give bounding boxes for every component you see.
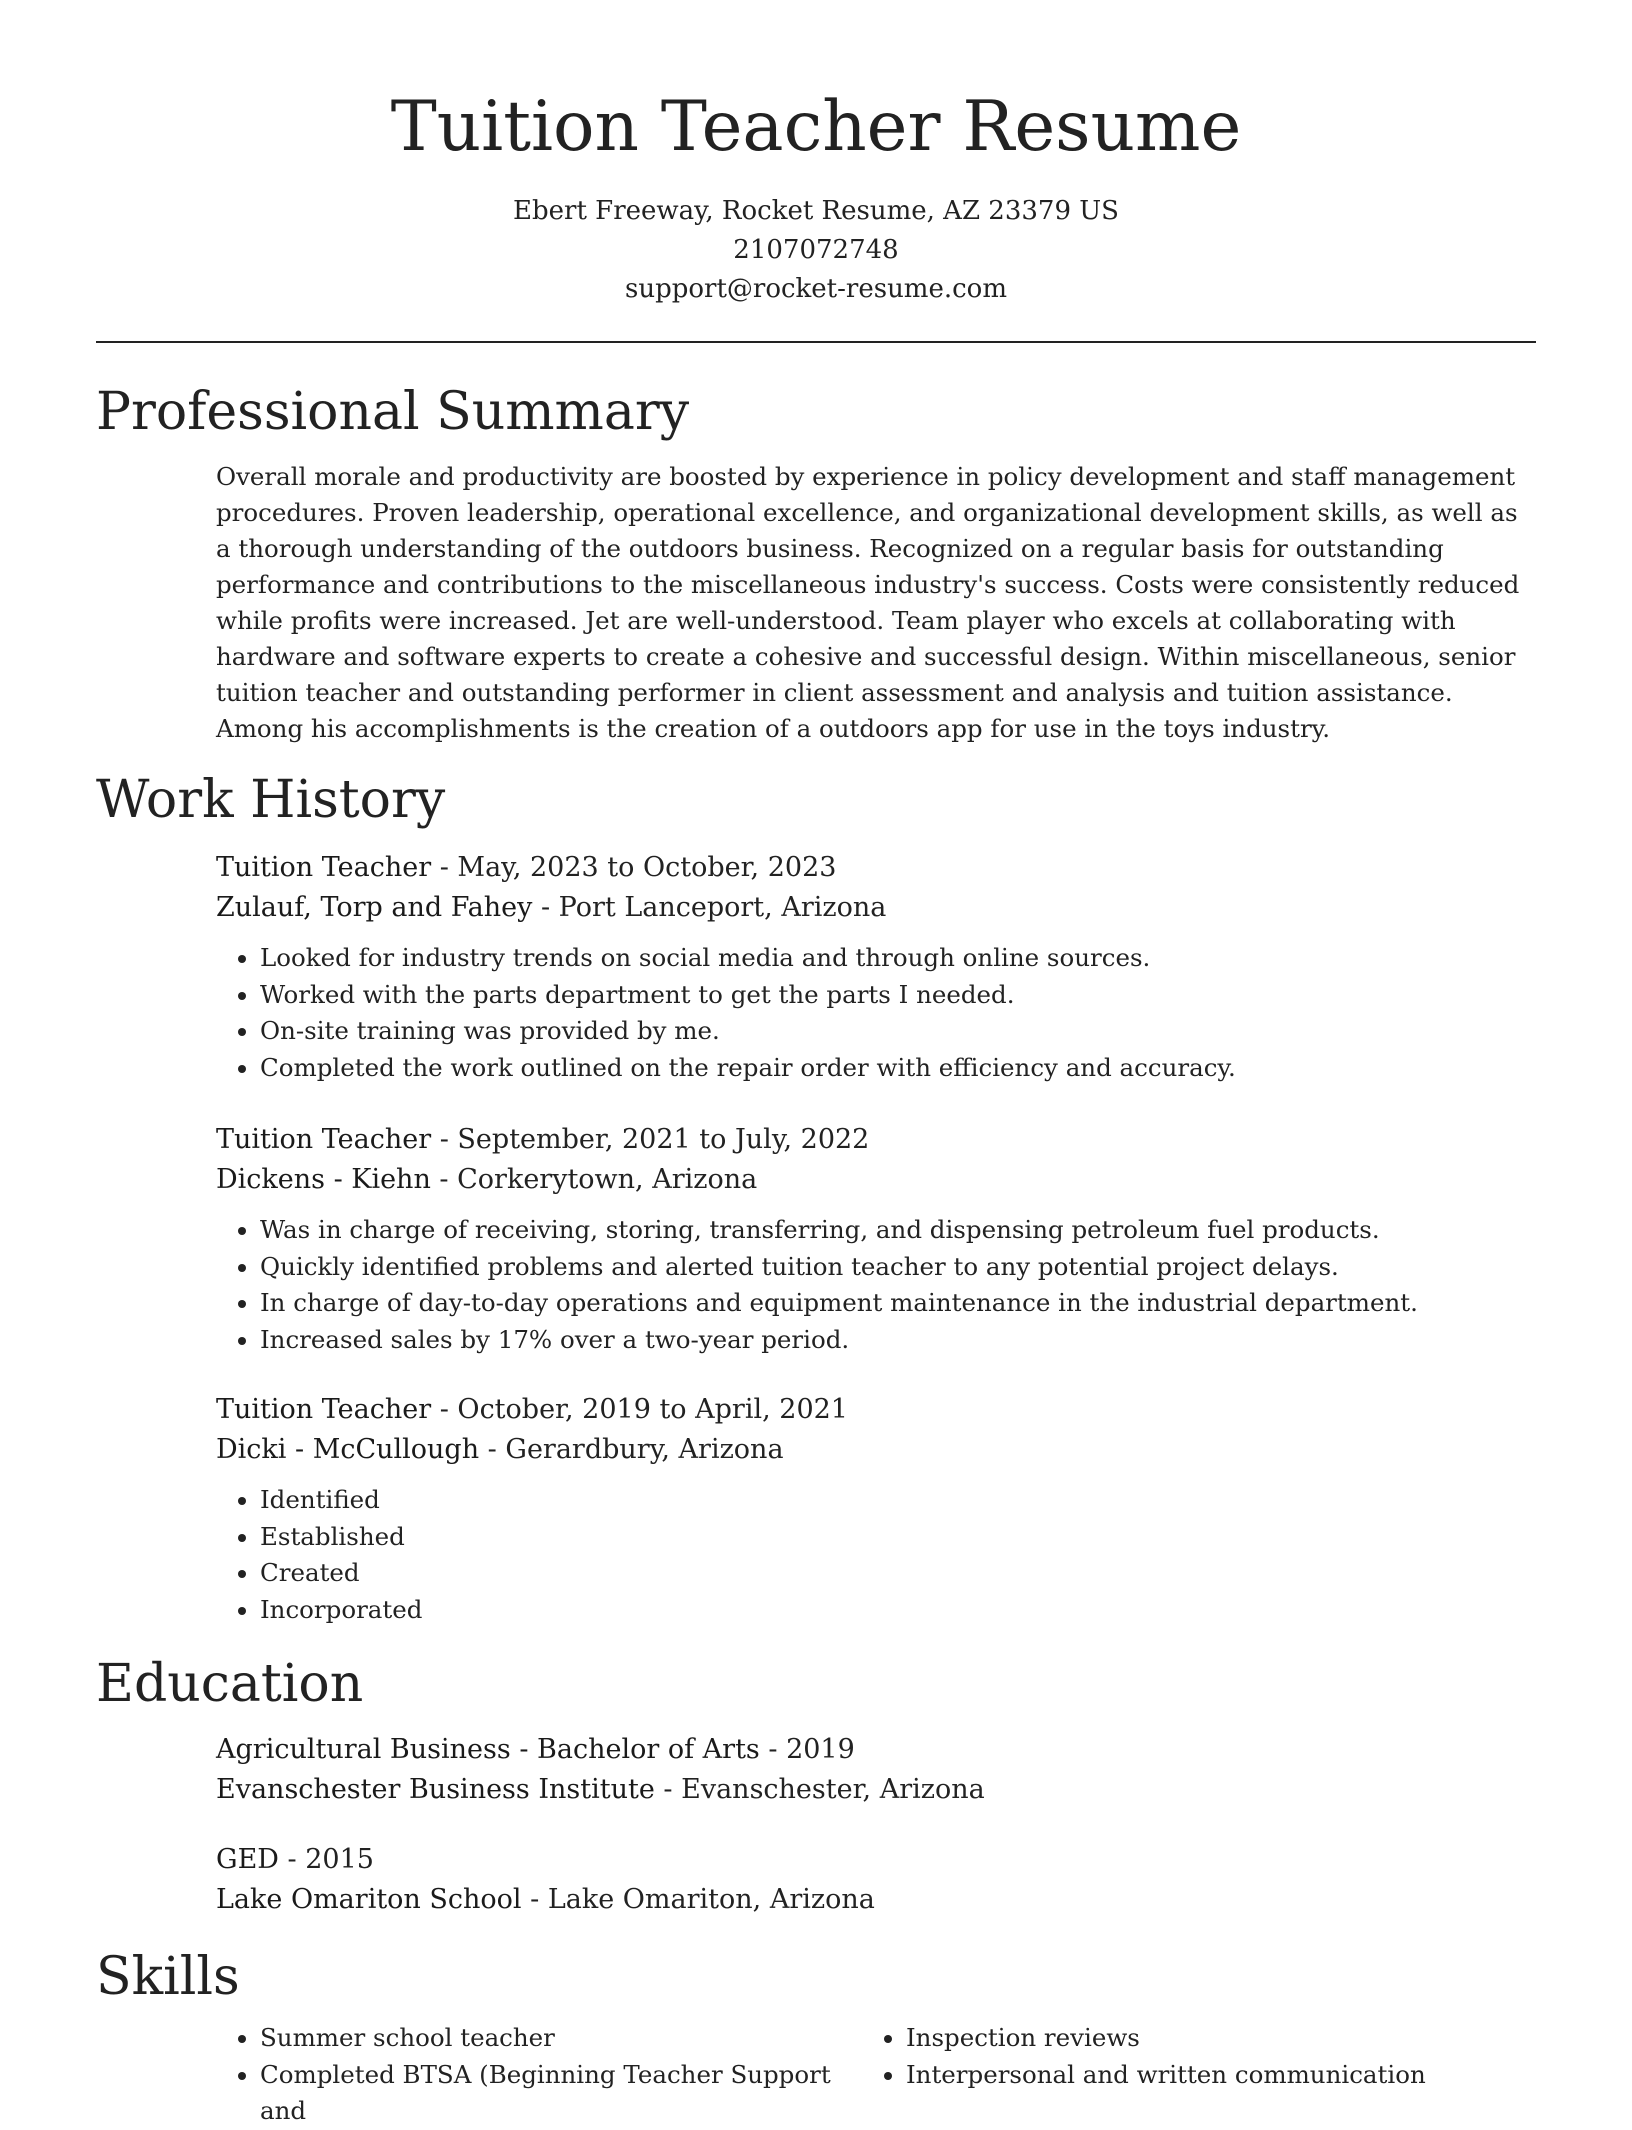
job-bullet: • Quickly identified problems and alerted tuition teacher to any potential project delays.	[260, 1249, 1536, 1286]
job-company: Dicki - McCullough	[216, 1434, 480, 1465]
job-bullets	[216, 1482, 1536, 1628]
job-bullets	[216, 1212, 1536, 1358]
education-entry	[216, 1730, 1536, 1810]
job-company-line	[216, 1160, 1536, 1200]
job-location: - Corkerytown, Arizona	[430, 1164, 758, 1195]
education-degree-line	[216, 1840, 1536, 1880]
contact-phone: 2107072748	[733, 235, 899, 265]
skills-list	[862, 2020, 1536, 2093]
education-school-line	[216, 1770, 1536, 1810]
contact-email: support@rocket-resume.com	[624, 274, 1007, 304]
skill-item: • Interpersonal and written communication	[906, 2057, 1536, 2094]
education-location: - Lake Omariton, Arizona	[521, 1884, 875, 1915]
education-degree: Agricultural Business - Bachelor of Arts	[216, 1734, 760, 1765]
job-title-line	[216, 1120, 1536, 1160]
skill-item: • Inspection reviews	[906, 2020, 1536, 2057]
education-school: Evanschester Business Institute	[216, 1774, 655, 1805]
job-bullet: • Looked for industry trends on social media and through online sources.	[260, 940, 1536, 977]
job-title: Tuition Teacher	[216, 1124, 432, 1155]
skills-column-left	[216, 2020, 856, 2130]
skills-list	[216, 2020, 856, 2130]
header-divider	[96, 341, 1536, 343]
job-bullets	[216, 940, 1536, 1086]
work-history-heading: Work History	[96, 770, 446, 830]
job-company-line	[216, 1430, 1536, 1470]
job-company: Dickens - Kiehn	[216, 1164, 431, 1195]
education-heading: Education	[96, 1654, 364, 1714]
job-dates: - May, 2023 to October, 2023	[431, 852, 837, 883]
skills-heading: Skills	[96, 1947, 240, 2007]
job-bullet: • Identified	[260, 1482, 1536, 1519]
job-title-line	[216, 1390, 1536, 1430]
resume-title: Tuition Teacher Resume	[390, 87, 1242, 167]
job-title: Tuition Teacher	[216, 852, 432, 883]
job-bullet: • Completed the work outlined on the repair order with efficiency and accuracy.	[260, 1050, 1536, 1087]
education-location: - Evanschester, Arizona	[654, 1774, 985, 1805]
job-bullet: • Created	[260, 1555, 1536, 1592]
education-school: Lake Omariton School	[216, 1884, 522, 1915]
job-entry	[216, 848, 1536, 1086]
job-company: Zulauf, Torp and Fahey	[216, 892, 533, 923]
job-dates: - October, 2019 to April, 2021	[431, 1394, 848, 1425]
job-bullet: • Established	[260, 1519, 1536, 1556]
summary-text: Overall morale and productivity are boosted by experience in policy development and staff management procedures. Proven leadership, operational excellence, and organizational development skills, as well as a thorough understanding of the outdoors business. Recognized on a regular basis for outstanding performance and contributions to the miscellaneous industry's success. Costs were consistently reduced while profits were increased. Jet are well-understood. Team player who excels at collaborating with hardware and software experts to create a cohesive and successful design. Within miscellaneous, senior tuition teacher and outstanding performer in client assessment and analysis and tuition assistance. Among his accomplishments is the creation of a outdoors app for use in the toys industry.	[216, 462, 1520, 743]
education-year: - 2019	[759, 1734, 855, 1765]
job-bullet: • Incorporated	[260, 1592, 1536, 1629]
education-degree: GED	[216, 1844, 279, 1875]
education-school-line	[216, 1880, 1536, 1920]
education-entry	[216, 1840, 1536, 1920]
summary-section	[216, 459, 1536, 747]
skills-section	[216, 2020, 1536, 2125]
job-title: Tuition Teacher	[216, 1394, 432, 1425]
contact-block	[0, 192, 1632, 309]
job-dates: - September, 2021 to July, 2022	[431, 1124, 870, 1155]
job-entry	[216, 1390, 1536, 1628]
job-bullet: • On-site training was provided by me.	[260, 1013, 1536, 1050]
job-entry	[216, 1120, 1536, 1358]
education-degree-line	[216, 1730, 1536, 1770]
skill-item: • Completed BTSA (Beginning Teacher Support and	[260, 2057, 856, 2130]
job-location: - Port Lanceport, Arizona	[532, 892, 887, 923]
job-company-line	[216, 888, 1536, 928]
job-bullet: • Was in charge of receiving, storing, transferring, and dispensing petroleum fuel products.	[260, 1212, 1536, 1249]
job-title-line	[216, 848, 1536, 888]
contact-address: Ebert Freeway, Rocket Resume, AZ 23379 US	[513, 196, 1119, 226]
job-bullet: • Worked with the parts department to get the parts I needed.	[260, 977, 1536, 1014]
education-year: - 2015	[278, 1844, 374, 1875]
job-bullet: • In charge of day-to-day operations and equipment maintenance in the industrial department.	[260, 1285, 1536, 1322]
summary-heading: Professional Summary	[96, 382, 690, 442]
job-location: - Gerardbury, Arizona	[479, 1434, 784, 1465]
skills-column-right	[862, 2020, 1536, 2093]
skill-item: • Summer school teacher	[260, 2020, 856, 2057]
job-bullet: • Increased sales by 17% over a two-year period.	[260, 1322, 1536, 1359]
